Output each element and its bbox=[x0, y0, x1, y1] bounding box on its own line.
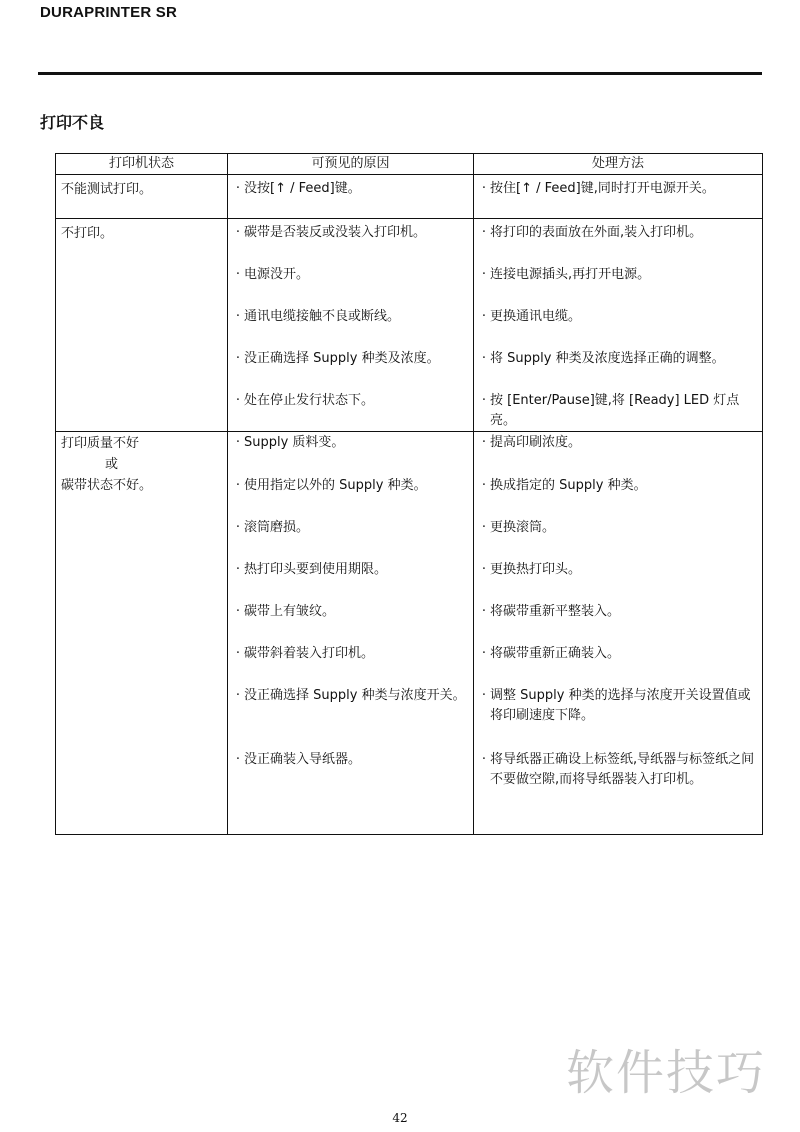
remedies-cell bbox=[474, 219, 763, 432]
table-row bbox=[56, 219, 763, 432]
list-item: · 没正确选择 Supply 种类及浓度。 bbox=[232, 349, 469, 391]
list-item: · 更换通讯电缆。 bbox=[478, 307, 758, 349]
bullet-icon: · bbox=[481, 351, 487, 366]
bullet-icon: · bbox=[481, 646, 487, 661]
bullet-icon: · bbox=[235, 478, 241, 493]
list-item: · 调整 Supply 种类的选择与浓度开关设置值或将印刷速度下降。 bbox=[478, 686, 758, 750]
bullet-icon: · bbox=[235, 225, 241, 240]
status-text: 打印质量不好 bbox=[61, 436, 140, 451]
list-item: · 按 [Enter/Pause]键,将 [Ready] LED 灯点亮。 bbox=[478, 391, 758, 431]
causes-cell bbox=[228, 175, 474, 219]
remedies-cell bbox=[474, 432, 763, 835]
bullet-icon: · bbox=[481, 478, 487, 493]
list-item: · 碳带是否装反或没装入打印机。 bbox=[232, 223, 469, 265]
page-number: 42 bbox=[392, 1111, 408, 1125]
troubleshooting-table bbox=[55, 153, 763, 835]
bullet-icon: · bbox=[235, 393, 241, 408]
table-header-row bbox=[56, 154, 763, 175]
column-header-remedies: 处理方法 bbox=[474, 154, 763, 175]
list-item: · 碳带斜着装入打印机。 bbox=[232, 644, 469, 686]
list-item: · Supply 质料变。 bbox=[232, 433, 469, 476]
table-row bbox=[56, 432, 763, 835]
bullet-icon: · bbox=[481, 225, 487, 240]
list-item: · 碳带上有皱纹。 bbox=[232, 602, 469, 644]
bullet-icon: · bbox=[481, 688, 487, 703]
list-item: · 提高印刷浓度。 bbox=[478, 433, 758, 476]
bullet-icon: · bbox=[235, 181, 241, 196]
bullet-icon: · bbox=[235, 688, 241, 703]
status-cell bbox=[56, 175, 228, 219]
list-item: · 没正确装入导纸器。 bbox=[232, 750, 469, 770]
bullet-icon: · bbox=[235, 646, 241, 661]
header-rule bbox=[38, 72, 762, 75]
watermark-text: 软件技巧 bbox=[566, 1045, 767, 1101]
section-title: 打印不良 bbox=[40, 113, 105, 132]
document-header-title: DURAPRINTER SR bbox=[40, 4, 177, 21]
remedies-cell bbox=[474, 175, 763, 219]
list-item: · 将 Supply 种类及浓度选择正确的调整。 bbox=[478, 349, 758, 391]
status-text: 不能测试打印。 bbox=[61, 182, 153, 197]
bullet-icon: · bbox=[235, 520, 241, 535]
table-row bbox=[56, 175, 763, 219]
status-text: 不打印。 bbox=[61, 226, 114, 241]
list-item: · 将打印的表面放在外面,装入打印机。 bbox=[478, 223, 758, 265]
list-item: · 热打印头要到使用期限。 bbox=[232, 560, 469, 602]
bullet-icon: · bbox=[235, 604, 241, 619]
bullet-icon: · bbox=[481, 562, 487, 577]
list-item: · 按住[↑ / Feed]键,同时打开电源开关。 bbox=[478, 179, 758, 199]
bullet-icon: · bbox=[235, 267, 241, 282]
list-item: · 更换滚筒。 bbox=[478, 518, 758, 560]
list-item: · 将导纸器正确设上标签纸,导纸器与标签纸之间不要做空隙,而将导纸器装入打印机。 bbox=[478, 750, 758, 790]
list-item: · 将碳带重新平整装入。 bbox=[478, 602, 758, 644]
list-item: · 处在停止发行状态下。 bbox=[232, 391, 469, 411]
bullet-icon: · bbox=[481, 393, 487, 408]
status-cell bbox=[56, 219, 228, 432]
bullet-icon: · bbox=[235, 351, 241, 366]
causes-cell bbox=[228, 432, 474, 835]
column-header-status: 打印机状态 bbox=[56, 154, 228, 175]
column-header-causes: 可预见的原因 bbox=[228, 154, 474, 175]
list-item: · 换成指定的 Supply 种类。 bbox=[478, 476, 758, 518]
list-item: · 更换热打印头。 bbox=[478, 560, 758, 602]
status-text: 碳带状态不好。 bbox=[61, 478, 153, 493]
bullet-icon: · bbox=[235, 752, 241, 767]
bullet-icon: · bbox=[481, 604, 487, 619]
list-item: · 电源没开。 bbox=[232, 265, 469, 307]
bullet-icon: · bbox=[235, 435, 241, 450]
bullet-icon: · bbox=[481, 309, 487, 324]
list-item: · 没按[↑ / Feed]键。 bbox=[232, 179, 469, 199]
bullet-icon: · bbox=[481, 267, 487, 282]
bullet-icon: · bbox=[235, 562, 241, 577]
list-item: · 使用指定以外的 Supply 种类。 bbox=[232, 476, 469, 518]
list-item: · 没正确选择 Supply 种类与浓度开关。 bbox=[232, 686, 469, 750]
bullet-icon: · bbox=[481, 520, 487, 535]
list-item: · 将碳带重新正确装入。 bbox=[478, 644, 758, 686]
bullet-icon: · bbox=[481, 435, 487, 450]
list-item: · 通讯电缆接触不良或断线。 bbox=[232, 307, 469, 349]
bullet-icon: · bbox=[481, 181, 487, 196]
list-item: · 连接电源插头,再打开电源。 bbox=[478, 265, 758, 307]
bullet-icon: · bbox=[235, 309, 241, 324]
status-cell bbox=[56, 432, 228, 835]
causes-cell bbox=[228, 219, 474, 432]
list-item: · 滚筒磨损。 bbox=[232, 518, 469, 560]
bullet-icon: · bbox=[481, 752, 487, 767]
status-text: 或 bbox=[105, 457, 119, 472]
